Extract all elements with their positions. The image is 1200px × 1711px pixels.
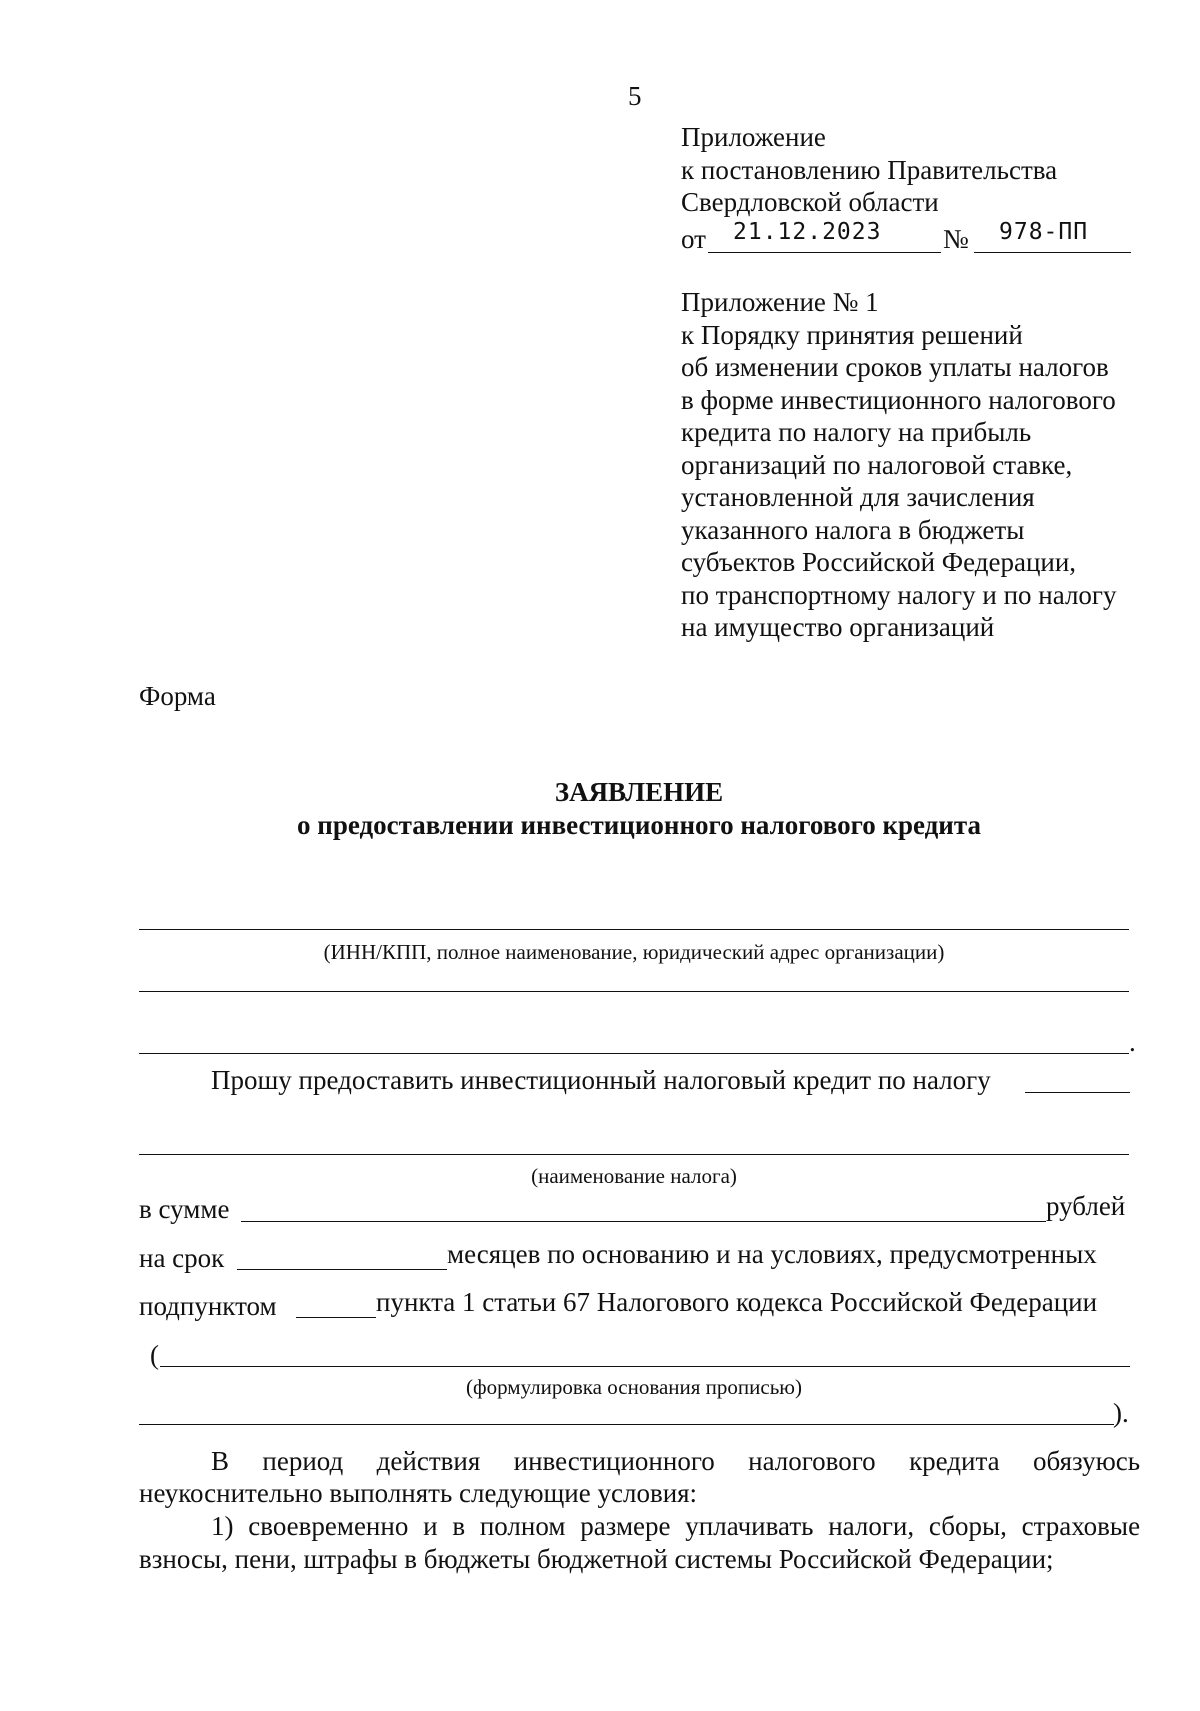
basis-caption: (формулировка основания прописью) (466, 1375, 802, 1399)
condition-1-line-2: взносы, пени, штрафы в бюджеты бюджетной системы Российской Федерации; (139, 1544, 1054, 1574)
appendix-1-line: в форме инвестиционного налогового (681, 384, 1116, 415)
amount-suffix: рублей (1046, 1191, 1126, 1221)
page-number: 5 (628, 81, 642, 111)
word: сборы, (928, 1511, 1007, 1541)
org-end-dot: . (1129, 1027, 1136, 1057)
resolution-date-number-row (681, 219, 1131, 253)
basis-close-paren: ). (1113, 1398, 1129, 1428)
word: период (262, 1446, 344, 1476)
word: в (452, 1511, 466, 1541)
subparagraph-field-line[interactable] (296, 1317, 376, 1318)
appendix-line: к постановлению Правительства (681, 154, 1058, 185)
word: инвестиционного (513, 1446, 715, 1476)
form-label: Форма (139, 681, 216, 711)
word: налогового (748, 1446, 876, 1476)
basis-open-paren: ( (150, 1340, 159, 1370)
basis-field-line-1[interactable] (160, 1366, 1130, 1367)
appendix-1-block (681, 286, 1117, 644)
org-field-line-1[interactable] (139, 929, 1129, 930)
word: уплачивать (685, 1511, 814, 1541)
document-title: ЗАЯВЛЕНИЕ (554, 777, 724, 807)
word: страховые (1021, 1511, 1141, 1541)
word: действия (376, 1446, 481, 1476)
subparagraph-prefix: подпунктом (139, 1291, 277, 1321)
term-suffix: месяцев по основанию и на условиях, предусмотренных (447, 1239, 1097, 1269)
appendix-1-line: по транспортному налогу и по налогу (681, 579, 1117, 610)
term-prefix: на срок (139, 1243, 225, 1273)
word: своевременно (248, 1511, 409, 1541)
number-underline (974, 252, 1131, 253)
word: 1) (211, 1511, 234, 1541)
date-underline (708, 252, 941, 253)
amount-field-line[interactable] (241, 1221, 1046, 1222)
word: кредита (909, 1446, 1000, 1476)
document-subtitle: о предоставлении инвестиционного налогового кредита (297, 810, 981, 840)
number-prefix: № (943, 223, 969, 254)
subparagraph-suffix: пункта 1 статьи 67 Налогового кодекса Российской Федерации (376, 1287, 1098, 1317)
appendix-1-line: Приложение № 1 (681, 287, 879, 317)
appendix-1-line: субъектов Российской Федерации, (681, 547, 1077, 577)
appendix-line: Приложение (681, 122, 826, 152)
date-prefix: от (681, 223, 706, 254)
request-text: Прошу предоставить инвестиционный налоговый кредит по налогу (211, 1065, 991, 1095)
appendix-1-line: к Порядку принятия решений (681, 319, 1023, 350)
appendix-1-line: организаций по налоговой ставке, (681, 449, 1073, 480)
term-field-line[interactable] (237, 1269, 447, 1270)
appendix-1-line: кредита по налогу на прибыль (681, 417, 1032, 447)
basis-field-line-2[interactable] (139, 1424, 1114, 1425)
appendix-1-line: указанного налога в бюджеты (681, 514, 1025, 545)
obligation-paragraph-line-2: неукоснительно выполнять следующие условия: (139, 1478, 698, 1508)
resolution-date: 21.12.2023 (733, 218, 882, 245)
org-field-line-2[interactable] (139, 991, 1129, 992)
word: и (423, 1511, 438, 1541)
org-caption: (ИНН/КПП, полное наименование, юридический адрес организации) (323, 940, 945, 964)
appendix-1-line: установленной для зачисления (681, 482, 1035, 512)
appendix-header (681, 121, 1131, 253)
word: полном (479, 1511, 566, 1541)
word: размере (580, 1511, 671, 1541)
word: В (211, 1446, 230, 1476)
tax-caption: (наименование налога) (531, 1164, 737, 1188)
word: налоги, (828, 1511, 915, 1541)
condition-1-line-1 (211, 1510, 1140, 1543)
obligation-paragraph-line-1 (211, 1445, 1140, 1478)
word: обязуюсь (1033, 1446, 1141, 1476)
org-field-line-3[interactable] (139, 1053, 1129, 1054)
appendix-1-line: об изменении сроков уплаты налогов (681, 352, 1109, 382)
appendix-1-line: на имущество организаций (681, 612, 995, 642)
tax-field-line-inline[interactable] (1025, 1092, 1130, 1093)
amount-prefix: в сумме (139, 1194, 230, 1224)
appendix-line: Свердловской области (681, 187, 939, 217)
tax-field-line[interactable] (139, 1154, 1129, 1155)
resolution-number: 978-ПП (999, 218, 1089, 245)
